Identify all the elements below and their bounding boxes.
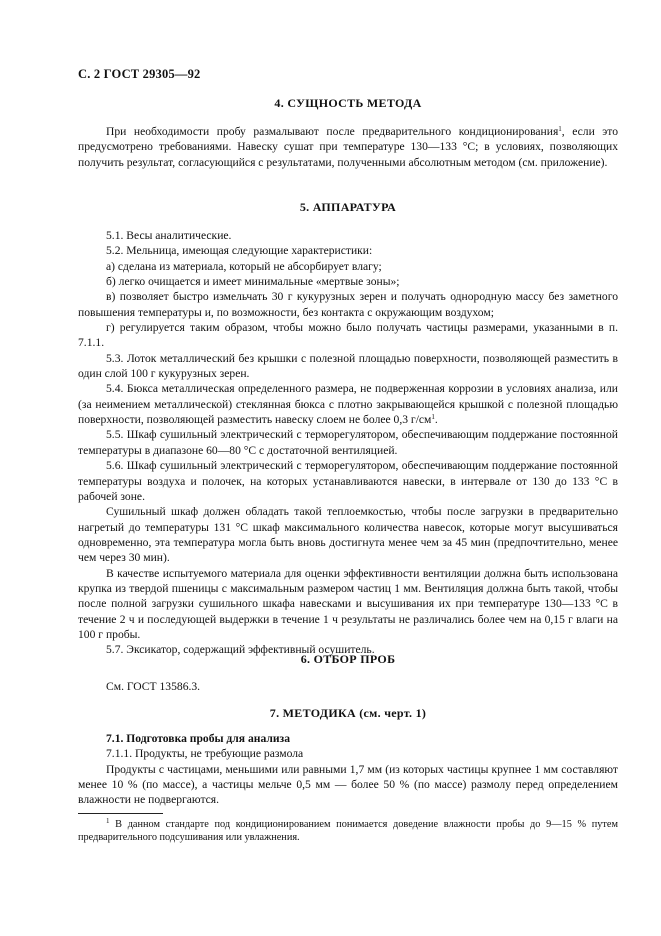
subsection-title: 7.1. Подготовка пробы для анализа bbox=[106, 732, 290, 745]
section-5-title: 5. АППАРАТУРА bbox=[299, 200, 397, 214]
paragraph: б) легко очищается и имеет минимальные «мертвые зоны»; bbox=[106, 275, 400, 289]
paragraph-text: . bbox=[434, 413, 438, 427]
section-6-body bbox=[78, 679, 618, 694]
paragraph: Продукты с частицами, меньшими или равными 1,7 мм (из которых частицы крупнее 1 мм составляют менее 10 % (по массе), а частицы мельче 0,5 мм — более 50 % (по массе) размолу перед определением влажности не подвергаются. bbox=[78, 762, 618, 807]
paragraph-text: При необходимости пробу размалывают после предварительного кондиционирования bbox=[106, 125, 559, 138]
paragraph: 5.6. Шкаф сушильный электрический с терморегулятором, обеспечивающим поддержание постоянной температуры воздуха и полочек, на которых устанавливаются навески, в интервале от 130 до 133 °С в рабочей зоне. bbox=[78, 459, 618, 503]
paragraph: в) позволяет быстро измельчать 30 г кукурузных зерен и получать однородную массу без заметного повышения температуры и, по возможности, без контакта с окружающим воздухом; bbox=[78, 290, 618, 319]
paragraph: 5.7. Эксикатор, содержащий эффективный осушитель. bbox=[106, 643, 375, 657]
section-6-title: 6. ОТБОР ПРОБ bbox=[300, 652, 396, 666]
footnote-divider bbox=[78, 813, 163, 814]
paragraph: г) регулируется таким образом, чтобы можно было получать частицы размерами, указанными в п. 7.1.1. bbox=[78, 321, 618, 350]
paragraph: 5.3. Лоток металлический без крышки с полезной площадью поверхности, позволяющей разместить в один слой 100 г кукурузных зерен. bbox=[78, 351, 618, 381]
paragraph-5-4 bbox=[78, 381, 618, 427]
section-4-paragraph bbox=[78, 124, 618, 170]
paragraph-text: 5.4. Бюкса металлическая определенного размера, не подверженная коррозии в условиях анализа, или (за неимением металлической) стеклянная бюкса с плотно закрывающейся крышкой с полезной площадью поверхности, позволяющей разместить навеску слоем не более 0,3 г/см bbox=[78, 382, 618, 427]
paragraph: См. ГОСТ 13586.3. bbox=[106, 680, 201, 693]
paragraph: В качестве испытуемого материала для оценки эффективности вентиляции должна быть использована крупка из твердой пшеницы с максимальным размером частиц 1 мм. Вентиляция должна быть такой, чтобы после полной загрузки сушильного шкафа навесками и высушивания их при температуре 130—133 °С в течение 2 ч и последующей выдержки в течение 1 ч результаты не различались более чем на 0,15 г влаги на 100 г пробы. bbox=[78, 566, 618, 641]
superscript: 1 bbox=[431, 413, 435, 422]
paragraph-text: , если это предусмотрено требованиями. Навеску сушат при температуре 130—133 °С; в условиях, позволяющих получить результат, согласующийся с результатами, полученными абсолютным методом (см. приложение). bbox=[78, 125, 618, 169]
footnote-ref: 1 bbox=[558, 125, 562, 133]
section-7-body bbox=[78, 731, 618, 808]
section-5-body bbox=[78, 228, 618, 658]
paragraph: 5.1. Весы аналитические. bbox=[106, 229, 232, 242]
page-header: С. 2 ГОСТ 29305—92 bbox=[78, 67, 201, 81]
paragraph: 5.2. Мельница, имеющая следующие характеристики: bbox=[106, 244, 373, 258]
section-7-title: 7. МЕТОДИКА (см. черт. 1) bbox=[269, 706, 427, 720]
paragraph: Сушильный шкаф должен обладать такой теплоемкостью, чтобы после загрузки в предварительно нагретый до температуры 131 °С шкаф максимального количества навесок, которые могут высушиваться одновременно, эта температура могла быть вновь достигнута менее чем за 45 мин (предпочтительно, менее чем через 30 мин). bbox=[78, 505, 618, 565]
paragraph: 5.5. Шкаф сушильный электрический с терморегулятором, обеспечивающим поддержание постоянной температуры в диапазоне 60—80 °С с достаточной вентиляцией. bbox=[78, 428, 618, 457]
footnote-text: В данном стандарте под кондиционированием понимается доведение влажности пробы до 9—15 % путем предварительного подсушивания или увлажнения. bbox=[78, 819, 618, 844]
footnote bbox=[78, 818, 618, 845]
section-4-body bbox=[78, 124, 618, 170]
section-4-title: 4. СУЩНОСТЬ МЕТОДА bbox=[274, 96, 422, 110]
footnote-mark: 1 bbox=[106, 817, 110, 825]
paragraph: а) сделана из материала, который не абсорбирует влагу; bbox=[106, 259, 382, 273]
paragraph: 7.1.1. Продукты, не требующие размола bbox=[106, 747, 304, 761]
footnote-paragraph bbox=[78, 818, 618, 845]
